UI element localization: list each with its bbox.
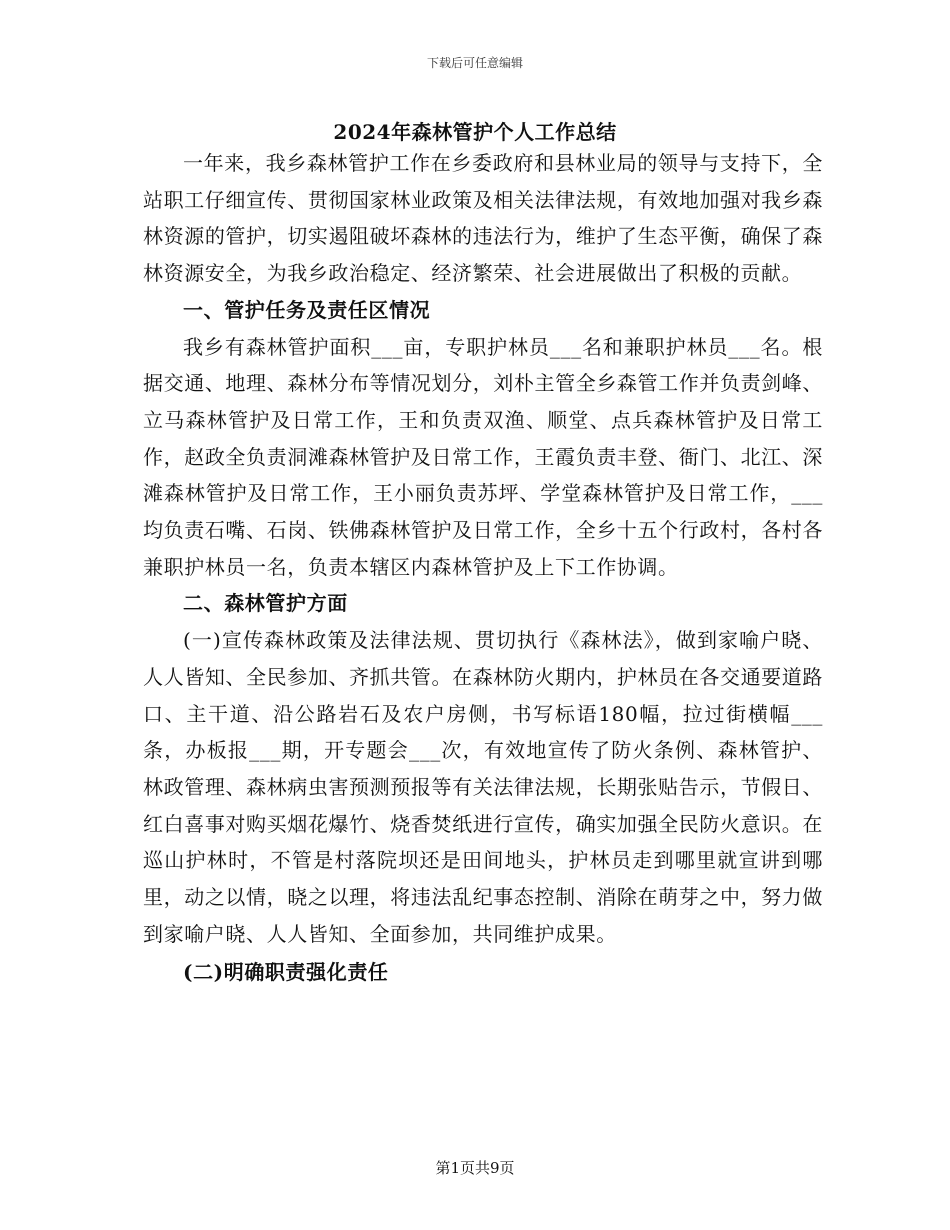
page-footer: 第1页共9页: [435, 1159, 515, 1177]
section2-paragraph: (一)宣传森林政策及法律法规、贯切执行《森林法》，做到家喻户晓、人人皆知、全民参加、齐抓共管。在森林防火期内，护林员在各交通要道路口、主干道、沿公路岩石及农户房侧，书写标语180幅，拉过街横幅___条，办板报___期，开专题会___次，有效地宣传了防火条例、森林管护、林政管理、森林病虫害预测预报等有关法律法规，长期张贴告示，节假日、红白喜事对购买烟花爆竹、烧香焚纸进行宣传，确实加强全民防火意识。在巡山护林时，不管是村落院坝还是田间地头，护林员走到哪里就宣讲到哪里，动之以情，晓之以理，将违法乱纪事态控制、消除在萌芽之中，努力做到家喻户晓、人人皆知、全面参加，共同维护成果。: [143, 628, 823, 946]
document-body: [143, 145, 823, 991]
subsection2-heading: (二)明确职责强化责任: [183, 960, 389, 985]
intro-paragraph: 一年来，我乡森林管护工作在乡委政府和县林业局的领导与支持下，全站职工仔细宣传、贯彻国家林业政策及相关法律法规，有效地加强对我乡森林资源的管护，切实遏阻破坏森林的违法行为，维护了生态平衡，确保了森林资源安全，为我乡政治稳定、经济繁荣、社会进展做出了积极的贡献。: [143, 151, 823, 286]
header-note: 下载后可任意编辑: [426, 56, 523, 70]
section1-heading: 一、管护任务及责任区情况: [183, 297, 431, 322]
section2-heading: 二、森林管护方面: [183, 591, 348, 616]
document-title: 2024年森林管护个人工作总结: [333, 120, 617, 144]
section1-paragraph: 我乡有森林管护面积___亩，专职护林员___名和兼职护林员___名。根据交通、地理、森林分布等情况划分，刘朴主管全乡森管工作并负责剑峰、立马森林管护及日常工作，王和负责双渔、顺堂、点兵森林管护及日常工作，赵政全负责洞滩森林管护及日常工作，王霞负责丰登、衙门、北江、深滩森林管护及日常工作，王小丽负责苏坪、学堂森林管护及日常工作，___均负责石嘴、石岗、铁佛森林管护及日常工作，全乡十五个行政村，各村各兼职护林员一名，负责本辖区内森林管护及上下工作协调。: [143, 334, 823, 579]
